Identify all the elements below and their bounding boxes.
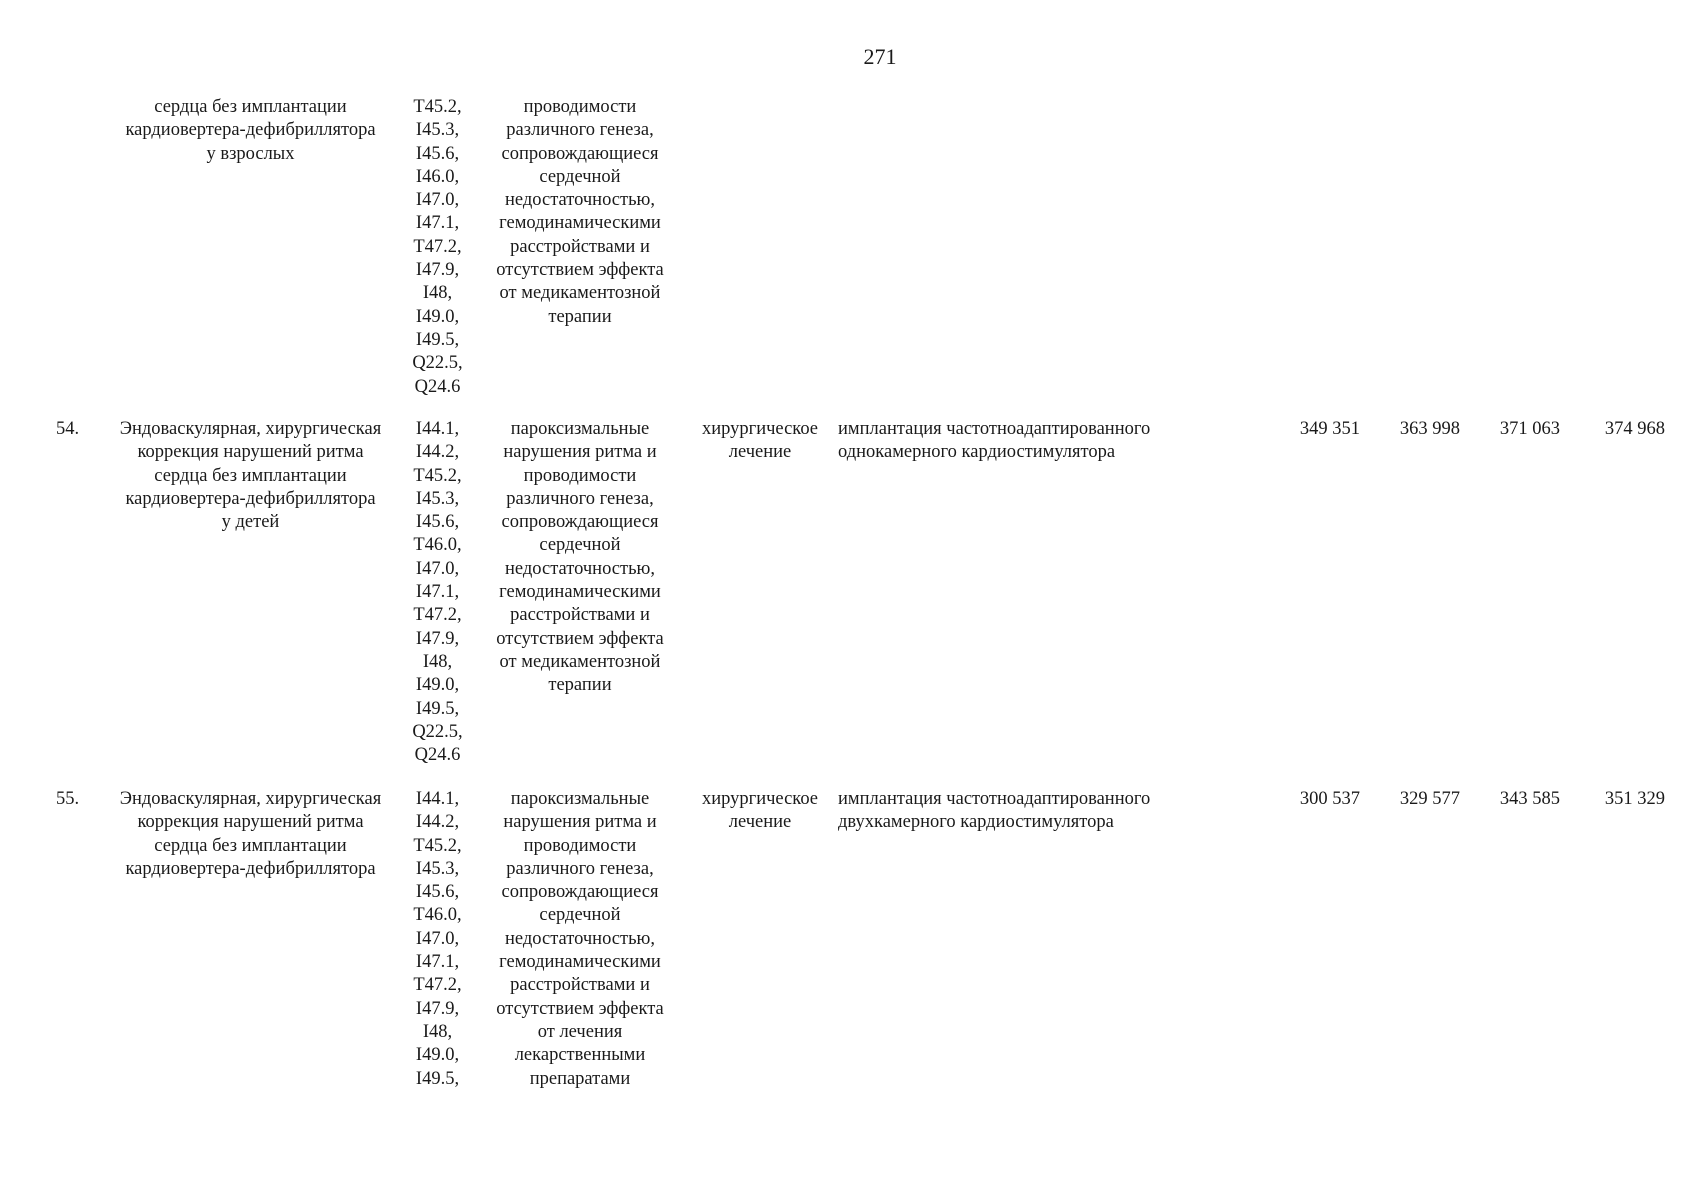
- cost-value-4: 374 968: [1604, 419, 1665, 439]
- cost-value-1: 300 537: [1299, 789, 1360, 809]
- patient-model: пароксизмальные нарушения ритма и проводимости различного генеза, сопровождающиеся сердечной недостаточностью, гемодинамическими расстройствами и отсутствием эффекта от лечения лекарственными препаратами: [496, 789, 664, 1089]
- treatment-type: хирургическое лечение: [701, 789, 819, 833]
- care-type-name: Эндоваскулярная, хирургическая коррекция нарушений ритма сердца без имплантации кардиовертера-дефибриллятора у детей: [119, 419, 382, 533]
- care-type-name: сердца без имплантации кардиовертера-дефибриллятора у взрослых: [125, 97, 376, 164]
- row-number: 54.: [56, 419, 80, 439]
- cost-value-2: 363 998: [1399, 419, 1460, 439]
- cost-value-2: 329 577: [1399, 789, 1460, 809]
- patient-model: пароксизмальные нарушения ритма и проводимости различного генеза, сопровождающиеся сердечной недостаточностью, гемодинамическими расстройствами и отсутствием эффекта от медикаментозной терапии: [496, 419, 664, 696]
- care-type-name: Эндоваскулярная, хирургическая коррекция нарушений ритма сердца без имплантации кардиовертера-дефибриллятора: [119, 789, 382, 879]
- patient-model: проводимости различного генеза, сопровождающиеся сердечной недостаточностью, гемодинамическими расстройствами и отсутствием эффекта от медикаментозной терапии: [496, 97, 664, 327]
- cost-value-4: 351 329: [1604, 789, 1665, 809]
- cost-value-1: 349 351: [1299, 419, 1360, 439]
- icd-codes: T45.2, I45.3, I45.6, I46.0, I47.0, I47.1, T47.2, I47.9, I48, I49.0, I49.5, Q22.5, Q24.6: [412, 97, 463, 397]
- page-number: 271: [863, 44, 897, 69]
- row-number: 55.: [56, 789, 80, 809]
- cost-value-3: 371 063: [1499, 419, 1560, 439]
- treatment-method: имплантация частотноадаптированного двухкамерного кардиостимулятора: [838, 789, 1151, 833]
- treatment-method: имплантация частотноадаптированного однокамерного кардиостимулятора: [838, 419, 1151, 463]
- cost-value-3: 343 585: [1499, 789, 1560, 809]
- icd-codes: I44.1, I44.2, T45.2, I45.3, I45.6, T46.0, I47.0, I47.1, T47.2, I47.9, I48, I49.0, I49.5,: [413, 789, 462, 1089]
- treatment-type: хирургическое лечение: [701, 419, 819, 463]
- icd-codes: I44.1, I44.2, T45.2, I45.3, I45.6, T46.0, I47.0, I47.1, T47.2, I47.9, I48, I49.0, I49.5, Q22.5, Q24.6: [412, 419, 463, 766]
